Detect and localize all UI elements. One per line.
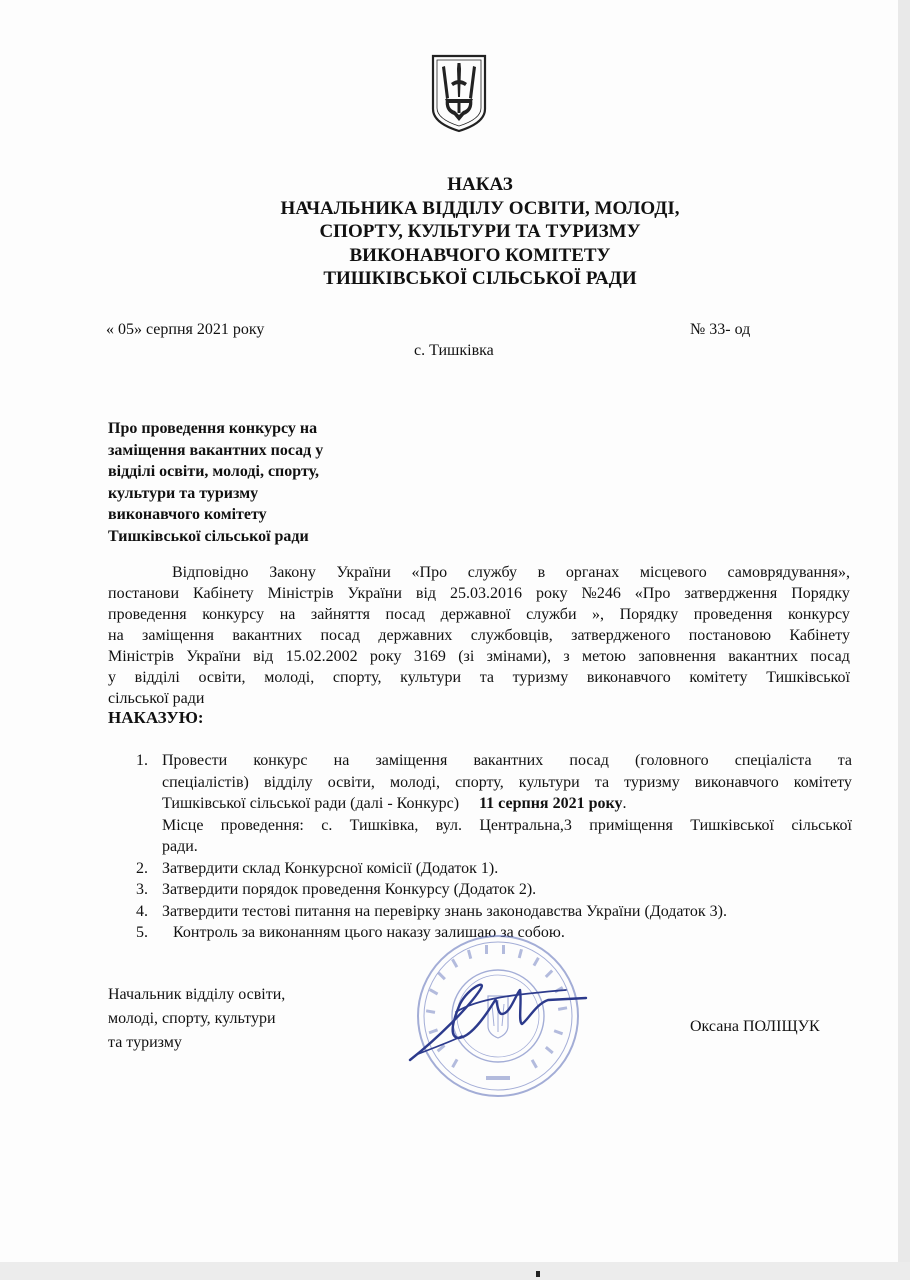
word: Міністрів	[108, 648, 174, 665]
word: спеціаліста	[734, 752, 812, 769]
subject-line: виконавчого комітету	[108, 506, 267, 523]
order-subject	[108, 418, 408, 547]
word: метою	[582, 648, 626, 665]
word: «Про	[411, 564, 448, 581]
word: »,	[592, 606, 605, 623]
word: та	[479, 669, 494, 686]
word: посад	[569, 752, 609, 769]
word: постанови	[108, 585, 180, 602]
signatory-name: Оксана ПОЛІЩУК	[690, 1018, 820, 1035]
word: конкурсу	[787, 606, 850, 623]
word: року	[369, 648, 402, 665]
word: від	[415, 585, 437, 602]
word: заміщення	[142, 627, 214, 644]
word: та	[594, 773, 610, 791]
word: України	[336, 564, 391, 581]
preamble-line	[108, 667, 850, 688]
word: проведення	[108, 606, 187, 623]
word: Кабінету	[789, 627, 850, 644]
word: службу	[467, 564, 517, 581]
word: Тишківської	[690, 816, 774, 834]
word: спорту,	[455, 773, 504, 791]
scan-edge	[0, 1262, 910, 1280]
item-text: Тишківської сільської ради (далі - Конкурс)	[162, 795, 460, 812]
word: проведення	[693, 606, 773, 623]
title-line: НАКАЗ	[447, 174, 513, 195]
position-line: та туризму	[108, 1034, 182, 1051]
word: України	[186, 648, 241, 665]
word: України	[347, 585, 402, 602]
word: культури	[518, 773, 580, 791]
list-item	[136, 858, 852, 880]
word: конкурсу	[202, 606, 265, 623]
order-items-list	[136, 750, 852, 944]
word: заміщення	[375, 752, 448, 769]
word: державної	[440, 606, 511, 623]
word: на	[333, 752, 350, 769]
coat-of-arms-icon	[430, 53, 488, 133]
preamble-line	[108, 604, 850, 625]
preamble-line	[108, 583, 850, 604]
word: Закону	[269, 564, 316, 581]
preamble-paragraph	[108, 562, 850, 709]
word: на	[108, 627, 124, 644]
word: №246	[581, 585, 621, 602]
word: «Про	[634, 585, 671, 602]
word: року	[536, 585, 568, 602]
word: державних	[378, 627, 453, 644]
title-line: НАЧАЛЬНИКА ВІДДІЛУ ОСВІТИ, МОЛОДІ,	[280, 197, 680, 219]
word: від	[253, 648, 274, 665]
word: комітету	[793, 773, 852, 791]
word: освіти,	[327, 773, 375, 791]
word: Провести	[162, 752, 228, 769]
word: туризму	[624, 773, 680, 791]
word: у	[108, 669, 116, 686]
position-line: молоді, спорту, культури	[108, 1010, 276, 1027]
word: зайняття	[310, 606, 370, 623]
word: виконавчого	[694, 773, 779, 791]
word: вакантних	[728, 648, 798, 665]
word: відділі	[134, 669, 180, 686]
word: місцевого	[639, 564, 707, 581]
item-line	[162, 793, 852, 815]
title-line: ВИКОНАВЧОГО КОМІТЕТУ	[349, 244, 611, 266]
word: спеціалістів)	[162, 773, 249, 791]
word: посад	[810, 648, 850, 665]
word: службовців,	[470, 627, 553, 644]
item-line	[162, 815, 852, 837]
word: Кабінету	[193, 585, 254, 602]
word: 25.03.2016	[450, 585, 523, 602]
title-line: СПОРТУ, КУЛЬТУРИ ТА ТУРИЗМУ	[319, 221, 641, 242]
word: в	[537, 564, 546, 581]
item-text: .	[622, 795, 627, 812]
word: Міністрів	[267, 585, 334, 602]
word: виконавчого	[586, 669, 671, 686]
item-line	[162, 772, 852, 794]
word: культури	[400, 669, 462, 686]
word: комітету	[689, 669, 748, 686]
word: 15.02.2002	[285, 648, 358, 665]
word: затвердженого	[571, 627, 671, 644]
word: освіти,	[198, 669, 246, 686]
word: Тишківської	[766, 669, 850, 686]
list-item	[136, 750, 852, 858]
word: (головного	[635, 752, 709, 769]
item-number: 2.	[136, 859, 148, 877]
item-line	[162, 750, 852, 772]
scan-mark	[536, 1271, 540, 1277]
word: Місце	[162, 816, 204, 834]
order-keyword: НАКАЗУЮ:	[108, 708, 204, 727]
item-line: ради.	[162, 838, 198, 855]
word: вакантних	[232, 627, 303, 644]
word: Порядку	[791, 585, 850, 602]
word: приміщення	[589, 816, 673, 834]
word: сільської	[791, 816, 852, 834]
item-number: 1.	[136, 752, 148, 769]
item-text: Затвердити порядок проведення Конкурсу (Додаток 2).	[162, 881, 537, 898]
preamble-line	[108, 646, 850, 667]
word: туризму	[512, 669, 569, 686]
word: відділу	[263, 773, 313, 791]
order-number: № 33- од	[690, 321, 751, 338]
item-number: 3.	[136, 881, 148, 898]
official-stamp-icon	[398, 928, 598, 1098]
subject-line: відділі освіти, молоді, спорту,	[108, 463, 319, 480]
word: самоврядування»,	[727, 564, 850, 581]
list-item	[136, 879, 852, 901]
subject-line: Про проведення конкурсу на	[108, 420, 318, 437]
list-item	[136, 901, 852, 923]
item-text: Затвердити склад Конкурсної комісії (Додаток 1).	[162, 859, 499, 877]
word: постановою	[688, 627, 772, 644]
word: проведення:	[220, 816, 304, 834]
word: Тишківка,	[349, 816, 419, 834]
word: Центральна,3	[479, 816, 572, 834]
word: та	[837, 752, 852, 769]
word: с.	[321, 816, 333, 834]
item-text: Затвердити тестові питання на перевірку знань законодавства України (Додаток 3).	[162, 902, 727, 920]
contest-date: 11 серпня 2021 року	[479, 795, 623, 812]
word: затвердження	[684, 585, 778, 602]
subject-line: Тишківської сільської ради	[108, 527, 309, 545]
word: органах	[565, 564, 620, 581]
word: молоді,	[389, 773, 440, 791]
order-place: с. Тишківка	[414, 342, 494, 359]
word: Порядку	[619, 606, 679, 623]
preamble-line	[108, 562, 850, 583]
word: на	[279, 606, 296, 623]
item-number: 4.	[136, 902, 148, 920]
word: спорту,	[332, 669, 382, 686]
item-text: Контроль за виконанням цього наказу залишаю за собою.	[173, 924, 565, 941]
title-line: ТИШКІВСЬКОЇ СІЛЬСЬКОЇ РАДИ	[323, 268, 637, 289]
signatory-position	[108, 983, 285, 1055]
word: вул.	[435, 816, 462, 834]
word: з	[563, 648, 570, 665]
item-number: 5.	[136, 924, 148, 941]
word: посад	[385, 606, 426, 623]
word: 3169	[413, 648, 446, 665]
word: змінами),	[486, 648, 551, 665]
word: (зі	[458, 648, 475, 665]
word: вакантних	[473, 752, 544, 769]
document-title	[180, 173, 780, 291]
word: конкурс	[253, 752, 308, 769]
subject-line: культури та туризму	[108, 484, 259, 502]
order-date: « 05» серпня 2021 року	[106, 321, 265, 338]
preamble-line	[108, 625, 850, 646]
word: посад	[320, 627, 360, 644]
subject-line: заміщення вакантних посад у	[108, 441, 324, 459]
scan-edge	[898, 0, 910, 1280]
word: заповнення	[638, 648, 716, 665]
word: служби	[526, 606, 577, 623]
word: Відповідно	[172, 564, 249, 581]
position-line: Начальник відділу освіти,	[108, 986, 286, 1003]
word: молоді,	[264, 669, 315, 686]
preamble-line: сільської ради	[108, 690, 205, 707]
